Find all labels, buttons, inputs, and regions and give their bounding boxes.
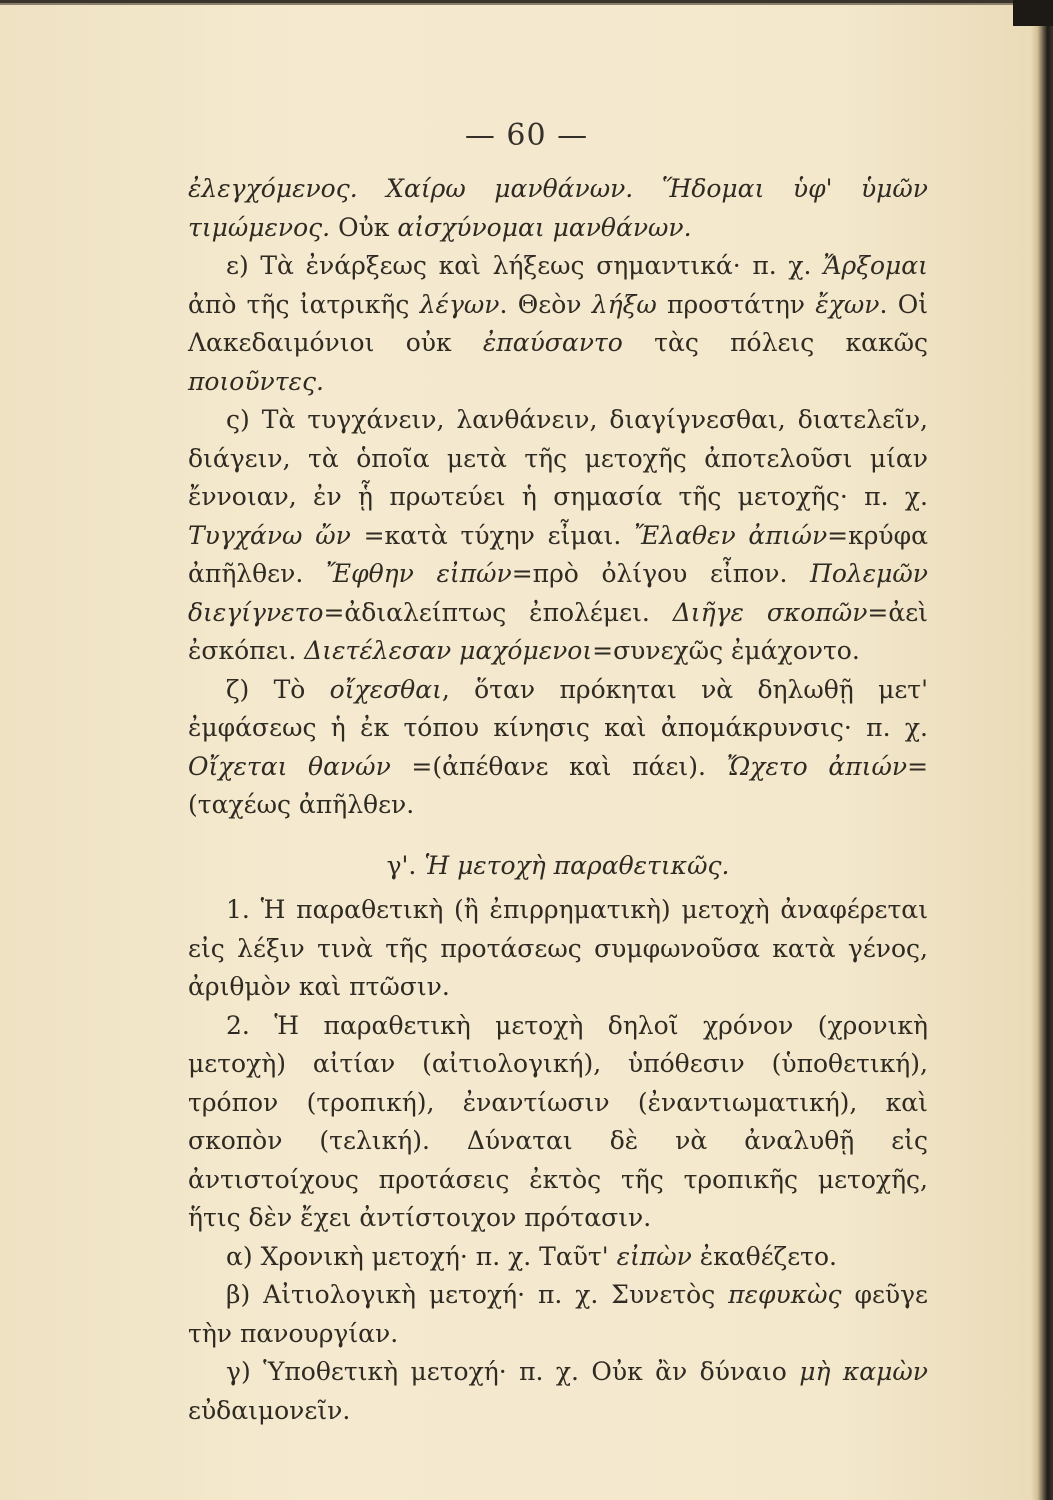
example-text: Ἔλαθεν ἀπιών bbox=[634, 520, 828, 550]
page-number: — 60 — bbox=[464, 118, 589, 153]
paragraph-continuation bbox=[188, 170, 928, 247]
text-run: ε) Τὰ ἐνάρξεως καὶ λήξεως σημαντικά· π. χ. bbox=[226, 251, 824, 280]
text-run: =(ἀπέθανε καὶ πάει). bbox=[390, 751, 727, 781]
heading-number: γ'. bbox=[386, 850, 425, 880]
example-text: ἔχων bbox=[815, 289, 880, 319]
example-text: Ἥδομαι ὑφ' ὑμῶν τιμώμενος. bbox=[188, 174, 928, 242]
paragraph-1: 1. Ἡ παραθετικὴ (ἢ ἐπιρρηματικὴ) μετοχὴ ἀναφέρεται εἰς λέξιν τινὰ τῆς προτάσεως συμφωνοῦσα κατὰ γένος, ἀριθμὸν καὶ πτῶσιν. bbox=[188, 895, 928, 1001]
example-text: οἴχεσθαι bbox=[329, 674, 442, 704]
text-run: εὐδαιμονεῖν. bbox=[188, 1395, 351, 1425]
example-text: λέγων bbox=[419, 289, 500, 319]
paragraph-a bbox=[188, 1238, 928, 1277]
example-text: λήξω bbox=[591, 289, 657, 319]
paragraph-st bbox=[188, 401, 928, 671]
example-text: αἰσχύνομαι μανθάνων. bbox=[397, 212, 692, 242]
example-text: εἰπὼν bbox=[616, 1241, 692, 1271]
text-run: =ἀεὶ ἐσκόπει. bbox=[188, 597, 928, 665]
heading-title: Ἡ μετοχὴ παραθετικῶς. bbox=[424, 850, 730, 880]
example-text: Τυγχάνω ὤν bbox=[188, 520, 351, 550]
paragraph-e bbox=[188, 247, 928, 401]
example-text: Διῆγε σκοπῶν bbox=[672, 597, 868, 627]
text-run: =ἀδιαλείπτως ἐπολέμει. bbox=[323, 597, 673, 627]
example-text: Ὤχετο ἀπιών bbox=[726, 751, 908, 781]
example-text: μὴ καμὼν bbox=[799, 1357, 929, 1386]
body-text bbox=[188, 170, 928, 1430]
text-run: φεῦγε τὴν πανουργίαν. bbox=[188, 1280, 928, 1348]
section-heading bbox=[188, 847, 928, 886]
book-spine-edge bbox=[1031, 0, 1053, 1500]
paragraph-2: 2. Ἡ παραθετικὴ μετοχὴ δηλοῖ χρόνον (χρονικὴ μετοχὴ) αἰτίαν (αἰτιολογική), ὑπόθεσιν (ὑποθετική), τρόπον (τροπική), ἐναντίωσιν (ἐναντιωματική), καὶ σκοπὸν (τελική). Δύναται δὲ νὰ ἀναλυθῇ εἰς ἀντιστοίχους προτάσεις ἐκτὸς τῆς τροπικῆς μετοχῆς, ἥτις δὲν ἔχει ἀντίστοιχον πρότασιν. bbox=[188, 1010, 928, 1232]
text-run: γ) Ὑποθετικὴ μετοχή· π. χ. Οὐκ ἂν δύναιο bbox=[226, 1357, 800, 1386]
example-text: ποιοῦντες. bbox=[188, 366, 324, 396]
text-run: =κατὰ τύχην εἶμαι. bbox=[350, 520, 635, 550]
example-text: Ἔφθην εἰπών bbox=[325, 559, 512, 588]
text-run: Οὐκ bbox=[330, 212, 398, 242]
text-run: προστάτην bbox=[656, 289, 816, 319]
text-run: =κρύφα ἀπῆλθεν. bbox=[188, 520, 928, 588]
example-text: ἐλεγχόμενος. Χαίρω μανθάνων. bbox=[188, 174, 662, 203]
text-run: ς) Τὰ τυγχάνειν, λανθάνειν, διαγίγνεσθαι, διατελεῖν, διάγειν, τὰ ὁποῖα μετὰ τῆς μετοχῆς ἀποτελοῦσι μίαν ἔννοιαν, ἐν ᾗ πρωτεύει ἡ σημασία τῆς μετοχῆς· π. χ. bbox=[188, 405, 928, 511]
example-text: Πολεμῶν διεγίγνετο bbox=[188, 559, 928, 627]
text-run: τὰς πόλεις κακῶς bbox=[622, 328, 929, 357]
text-run: ζ) Τὸ bbox=[226, 674, 330, 704]
paragraph-g bbox=[188, 1353, 928, 1430]
text-run: α) Χρονικὴ μετοχή· π. χ. Ταῦτ' bbox=[226, 1241, 617, 1271]
text-run: =συνεχῶς ἐμάχοντο. bbox=[592, 636, 860, 665]
text-run: =(ταχέως ἀπῆλθεν. bbox=[188, 751, 929, 819]
top-border bbox=[0, 0, 1053, 10]
example-text: πεφυκὼς bbox=[728, 1280, 842, 1309]
text-run: , ὅταν πρόκηται νὰ δηλωθῇ μετ' ἐμφάσεως ἡ ἐκ τόπου κίνησις καὶ ἀπομάκρυνσις· π. χ. bbox=[188, 674, 928, 742]
paragraph-b bbox=[188, 1276, 928, 1353]
text-run: =πρὸ ὀλίγου εἶπον. bbox=[511, 559, 811, 588]
example-text: Διετέλεσαν μαχόμενοι bbox=[304, 636, 593, 665]
dark-corner bbox=[1013, 0, 1053, 26]
example-text: Ἄρξομαι bbox=[823, 251, 928, 280]
paragraph-z bbox=[188, 671, 928, 825]
text-run: . Οἱ Λακεδαιμόνιοι οὐκ bbox=[188, 289, 928, 357]
example-text: ἐπαύσαντο bbox=[482, 328, 623, 357]
text-run: . Θεὸν bbox=[499, 289, 592, 319]
text-run: β) Αἰτιολογικὴ μετοχή· π. χ. Συνετὸς bbox=[226, 1280, 729, 1309]
text-run: ἐκαθέζετο. bbox=[691, 1241, 837, 1271]
text-run: ἀπὸ τῆς ἰατρικῆς bbox=[188, 289, 420, 319]
example-text: Οἴχεται θανών bbox=[188, 751, 391, 781]
